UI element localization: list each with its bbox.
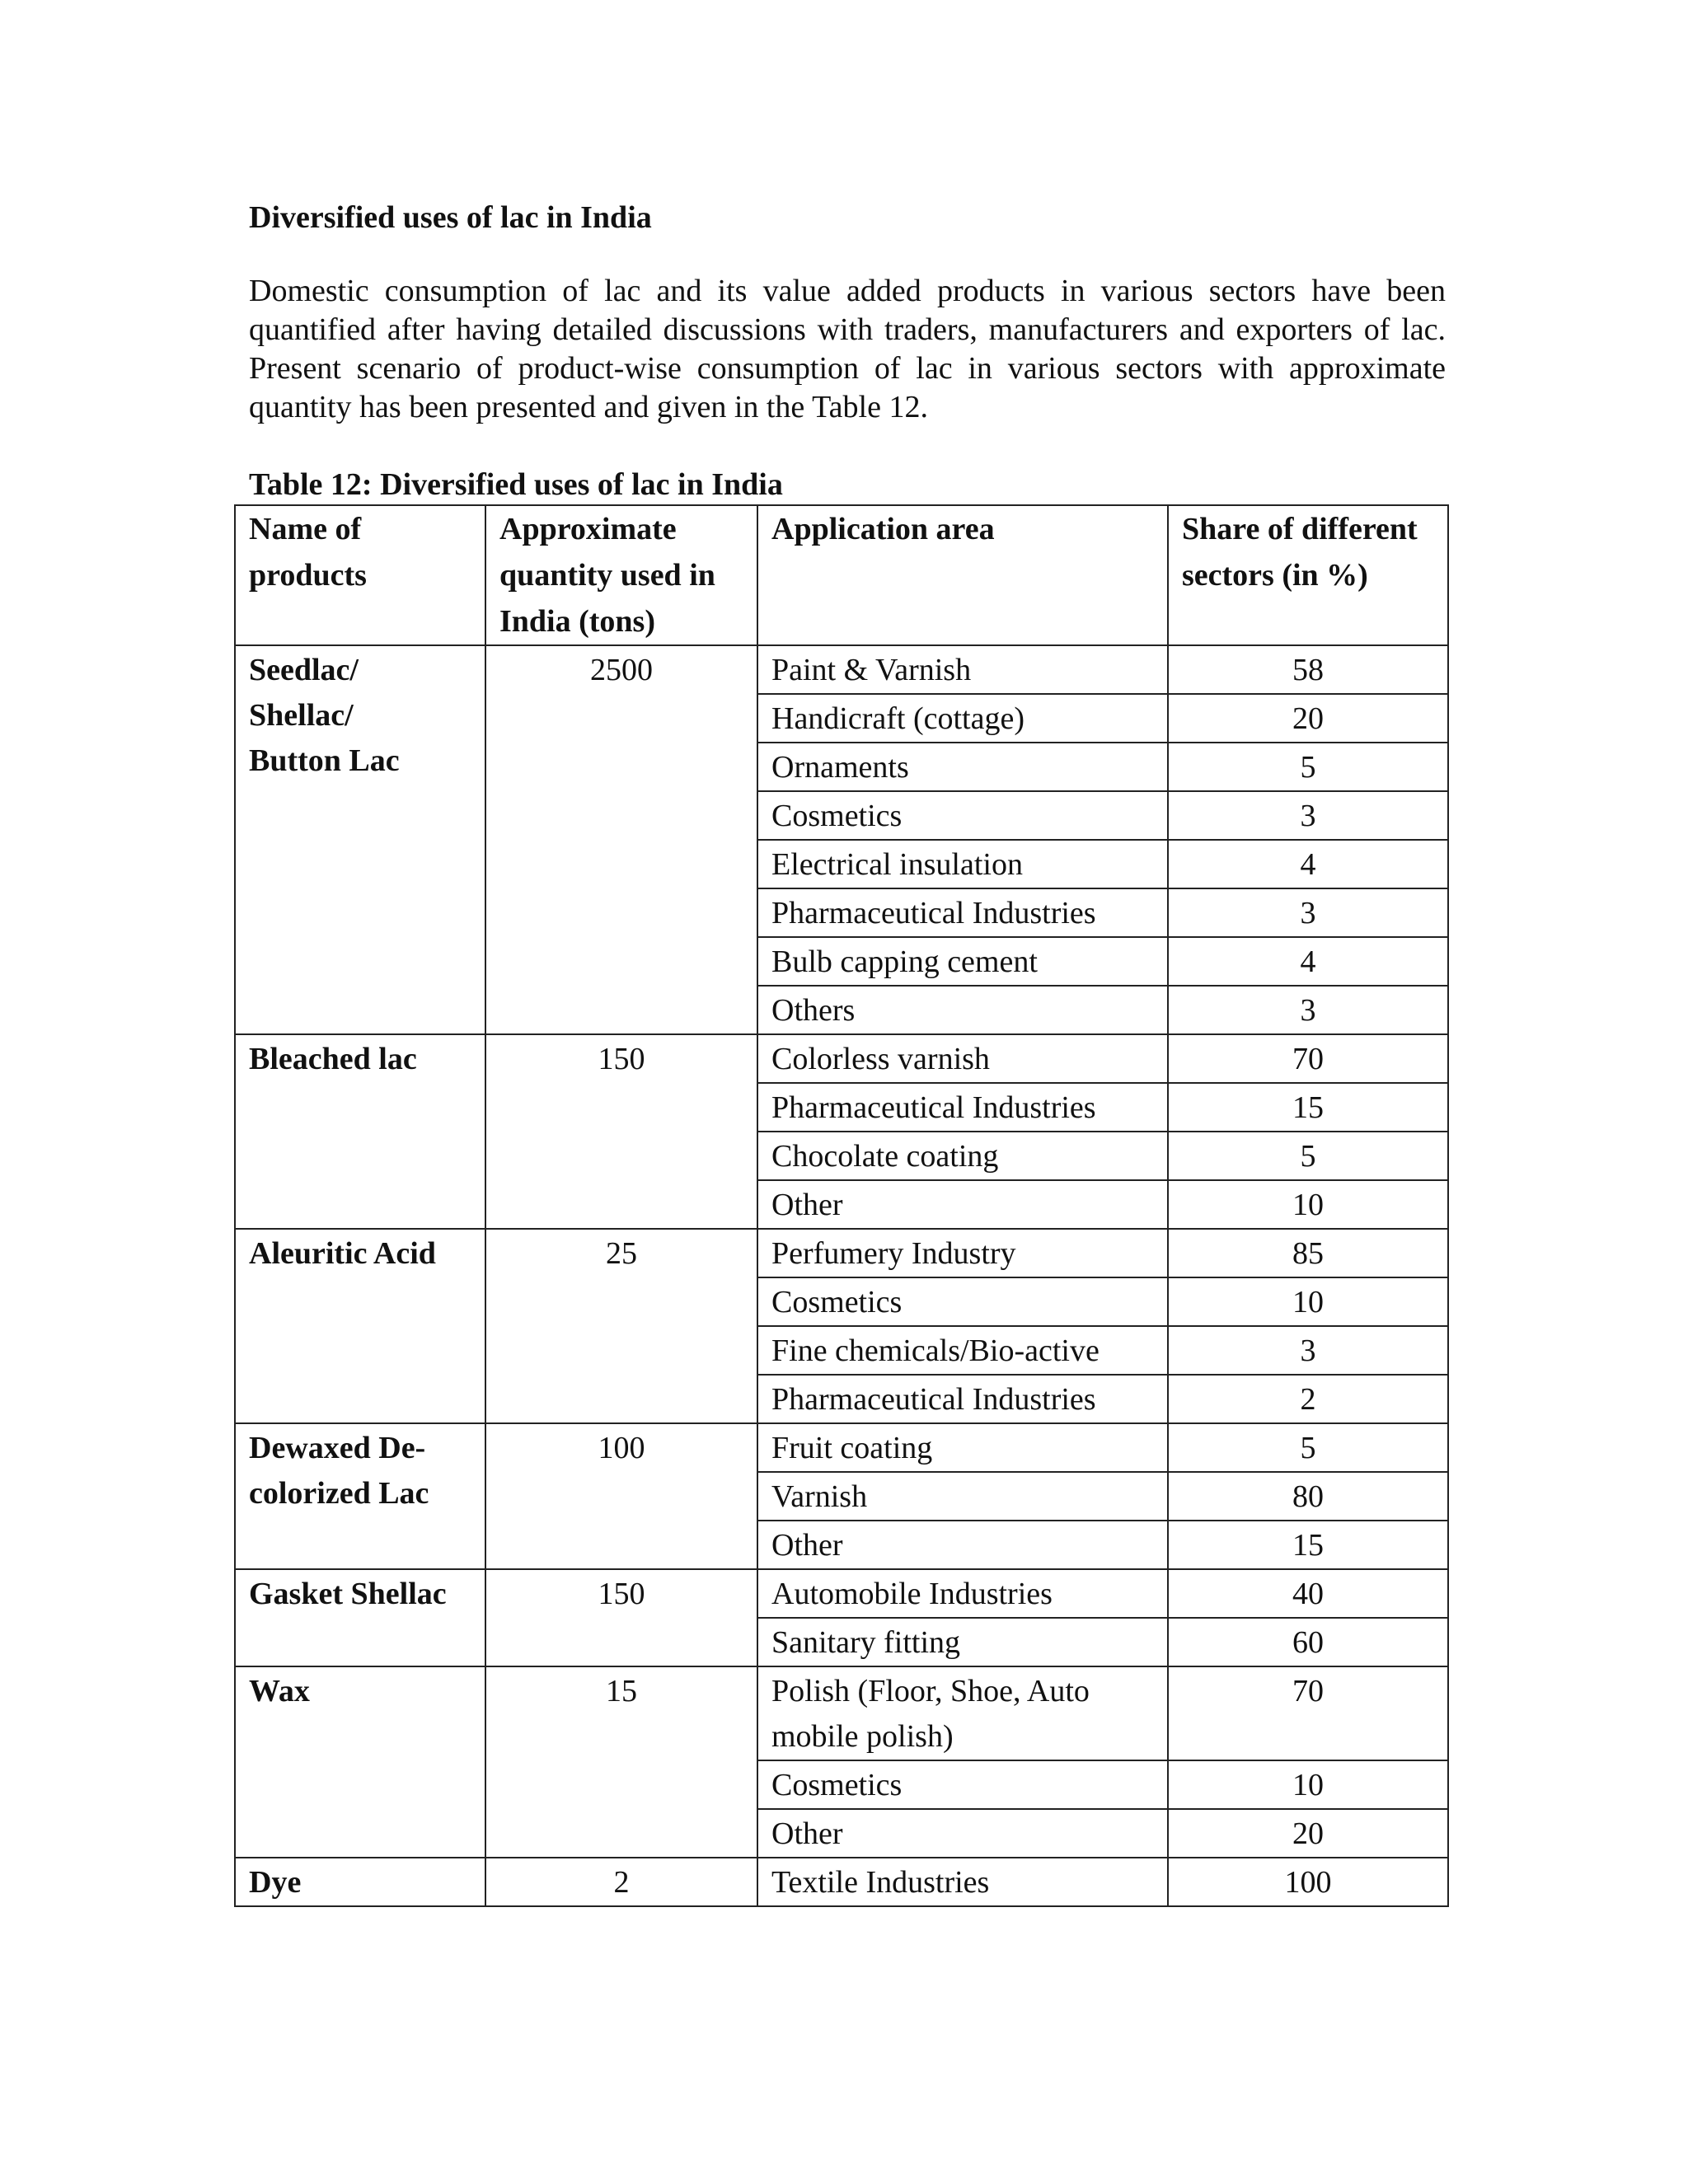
application-area-cell: Paint & Varnish	[757, 645, 1168, 694]
share-cell: 80	[1168, 1472, 1448, 1521]
application-area-cell: Fruit coating	[757, 1423, 1168, 1472]
share-cell: 3	[1168, 888, 1448, 937]
share-cell: 4	[1168, 840, 1448, 888]
header-share: Share of different sectors (in %)	[1168, 505, 1448, 645]
product-name-cell	[235, 1569, 485, 1666]
application-area-cell: Pharmaceutical Industries	[757, 888, 1168, 937]
header-quantity: Approximate quantity used in India (tons)	[485, 505, 757, 645]
share-cell: 3	[1168, 1326, 1448, 1375]
share-cell: 15	[1168, 1083, 1448, 1132]
application-area-cell: Others	[757, 986, 1168, 1034]
share-cell: 20	[1168, 694, 1448, 743]
product-name-line: Seedlac/	[249, 653, 359, 687]
application-area-cell: Other	[757, 1180, 1168, 1229]
product-name-cell	[235, 645, 485, 1034]
application-area-cell: Pharmaceutical Industries	[757, 1083, 1168, 1132]
share-cell: 10	[1168, 1760, 1448, 1809]
product-name-cell	[235, 1423, 485, 1569]
table-title: Table 12: Diversified uses of lac in India	[249, 467, 783, 502]
intro-paragraph: Domestic consumption of lac and its value added products in various sectors have been quantified after having detailed discussions with traders, manufacturers and exporters of lac. Present scenario of product-wise consumption of lac in various sectors with approximate quantity has been presented and given in the Table 12.	[249, 274, 1446, 424]
share-cell: 60	[1168, 1618, 1448, 1666]
section-heading: Diversified uses of lac in India	[249, 200, 652, 235]
product-name-line: Gasket Shellac	[249, 1577, 447, 1611]
share-cell: 3	[1168, 791, 1448, 840]
table-row	[235, 1858, 1448, 1906]
share-cell: 4	[1168, 937, 1448, 986]
application-area-cell: Cosmetics	[757, 1760, 1168, 1809]
table-body	[235, 645, 1448, 1906]
application-area-cell: Ornaments	[757, 743, 1168, 791]
application-area-cell: Handicraft (cottage)	[757, 694, 1168, 743]
application-area-cell: Chocolate coating	[757, 1132, 1168, 1180]
share-cell: 70	[1168, 1666, 1448, 1760]
application-area-cell: Fine chemicals/Bio-active	[757, 1326, 1168, 1375]
quantity-cell: 2	[485, 1858, 757, 1906]
product-name-line: Wax	[249, 1674, 310, 1708]
share-cell: 70	[1168, 1034, 1448, 1083]
share-cell: 10	[1168, 1277, 1448, 1326]
table-row	[235, 1034, 1448, 1083]
application-area-cell: Colorless varnish	[757, 1034, 1168, 1083]
share-cell: 2	[1168, 1375, 1448, 1423]
application-area-cell: Varnish	[757, 1472, 1168, 1521]
table-header-row	[235, 505, 1448, 645]
share-cell: 5	[1168, 743, 1448, 791]
table-row	[235, 645, 1448, 694]
application-area-cell: Other	[757, 1809, 1168, 1858]
product-name-cell	[235, 1034, 485, 1229]
product-name-line: colorized Lac	[249, 1476, 429, 1511]
application-area-cell: Textile Industries	[757, 1858, 1168, 1906]
product-name-line: Bleached lac	[249, 1042, 417, 1076]
product-name-cell	[235, 1229, 485, 1423]
quantity-cell: 2500	[485, 645, 757, 1034]
header-name: Name of products	[235, 505, 485, 645]
share-cell: 10	[1168, 1180, 1448, 1229]
product-name-line: Shellac/	[249, 698, 354, 733]
share-cell: 15	[1168, 1521, 1448, 1569]
share-cell: 40	[1168, 1569, 1448, 1618]
product-name-line: Button Lac	[249, 743, 400, 778]
share-cell: 5	[1168, 1423, 1448, 1472]
application-area-cell: Perfumery Industry	[757, 1229, 1168, 1277]
quantity-cell: 25	[485, 1229, 757, 1423]
application-area-cell: Pharmaceutical Industries	[757, 1375, 1168, 1423]
share-cell: 58	[1168, 645, 1448, 694]
share-cell: 85	[1168, 1229, 1448, 1277]
application-area-cell: Automobile Industries	[757, 1569, 1168, 1618]
header-application-area: Application area	[757, 505, 1168, 645]
product-name-line: Dye	[249, 1865, 302, 1900]
product-name-cell	[235, 1666, 485, 1858]
share-cell: 3	[1168, 986, 1448, 1034]
application-area-cell: Cosmetics	[757, 791, 1168, 840]
application-area-cell: Sanitary fitting	[757, 1618, 1168, 1666]
product-name-cell	[235, 1858, 485, 1906]
application-area-cell: Polish (Floor, Shoe, Auto mobile polish)	[757, 1666, 1168, 1760]
application-area-cell: Other	[757, 1521, 1168, 1569]
table-row	[235, 1423, 1448, 1472]
quantity-cell: 150	[485, 1569, 757, 1666]
application-area-cell: Cosmetics	[757, 1277, 1168, 1326]
quantity-cell: 150	[485, 1034, 757, 1229]
table-row	[235, 1666, 1448, 1760]
table-row	[235, 1229, 1448, 1277]
share-cell: 100	[1168, 1858, 1448, 1906]
share-cell: 20	[1168, 1809, 1448, 1858]
quantity-cell: 100	[485, 1423, 757, 1569]
lac-uses-table	[234, 504, 1449, 1907]
product-name-line: Aleuritic Acid	[249, 1236, 436, 1271]
application-area-cell: Electrical insulation	[757, 840, 1168, 888]
table-row	[235, 1569, 1448, 1618]
share-cell: 5	[1168, 1132, 1448, 1180]
product-name-line: Dewaxed De-	[249, 1431, 426, 1465]
application-area-cell: Bulb capping cement	[757, 937, 1168, 986]
quantity-cell: 15	[485, 1666, 757, 1858]
